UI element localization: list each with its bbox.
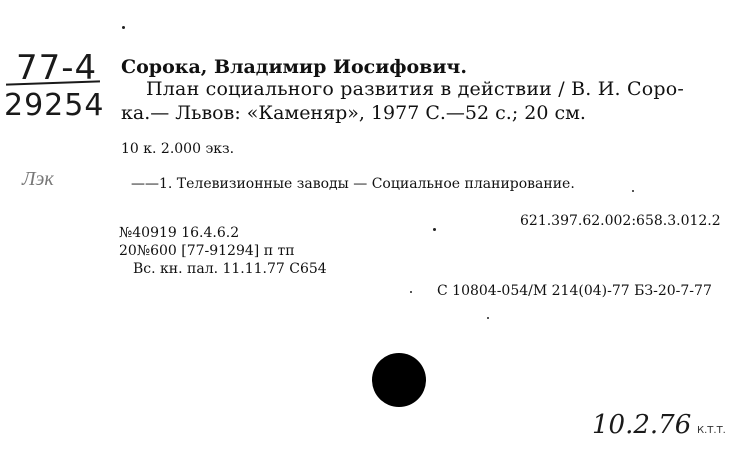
- call-number-top: 77-4: [16, 48, 98, 88]
- record-line-2: 20№600 [77-91294] п тп: [119, 243, 295, 259]
- title-line-2: ка.— Львов: «Каменяр», 1977 С.—52 с.; 20 см.: [121, 102, 586, 124]
- classification-code: С 10804-054/М 214(04)-77 БЗ-20-7-77: [437, 283, 712, 299]
- scan-speck: [122, 26, 125, 29]
- scan-speck: [410, 291, 412, 293]
- price-copies: 10 к. 2.000 экз.: [121, 141, 235, 157]
- scan-speck: [433, 228, 436, 231]
- udc-code: 621.397.62.002:658.3.012.2: [520, 213, 721, 229]
- author-heading: Сорока, Владимир Иосифович.: [121, 56, 467, 78]
- scan-speck: [632, 190, 634, 192]
- handwritten-date: 10.2.76: [592, 410, 692, 440]
- subject-heading: ——1. Телевизионные заводы — Социальное планирование.: [131, 176, 575, 192]
- handwritten-stamp: Лэк: [22, 168, 54, 190]
- record-line-1: №40919 16.4.6.2: [119, 225, 240, 241]
- title-line-1: План социального развития в действии / В. И. Соро-: [146, 78, 685, 100]
- call-number-bottom: 29254: [4, 88, 105, 123]
- record-line-3: Вс. кн. пал. 11.11.77 С654: [133, 261, 327, 277]
- handwritten-date-tail: К.Т.Т.: [697, 425, 726, 436]
- punch-hole: [372, 353, 426, 407]
- scan-speck: [487, 317, 489, 319]
